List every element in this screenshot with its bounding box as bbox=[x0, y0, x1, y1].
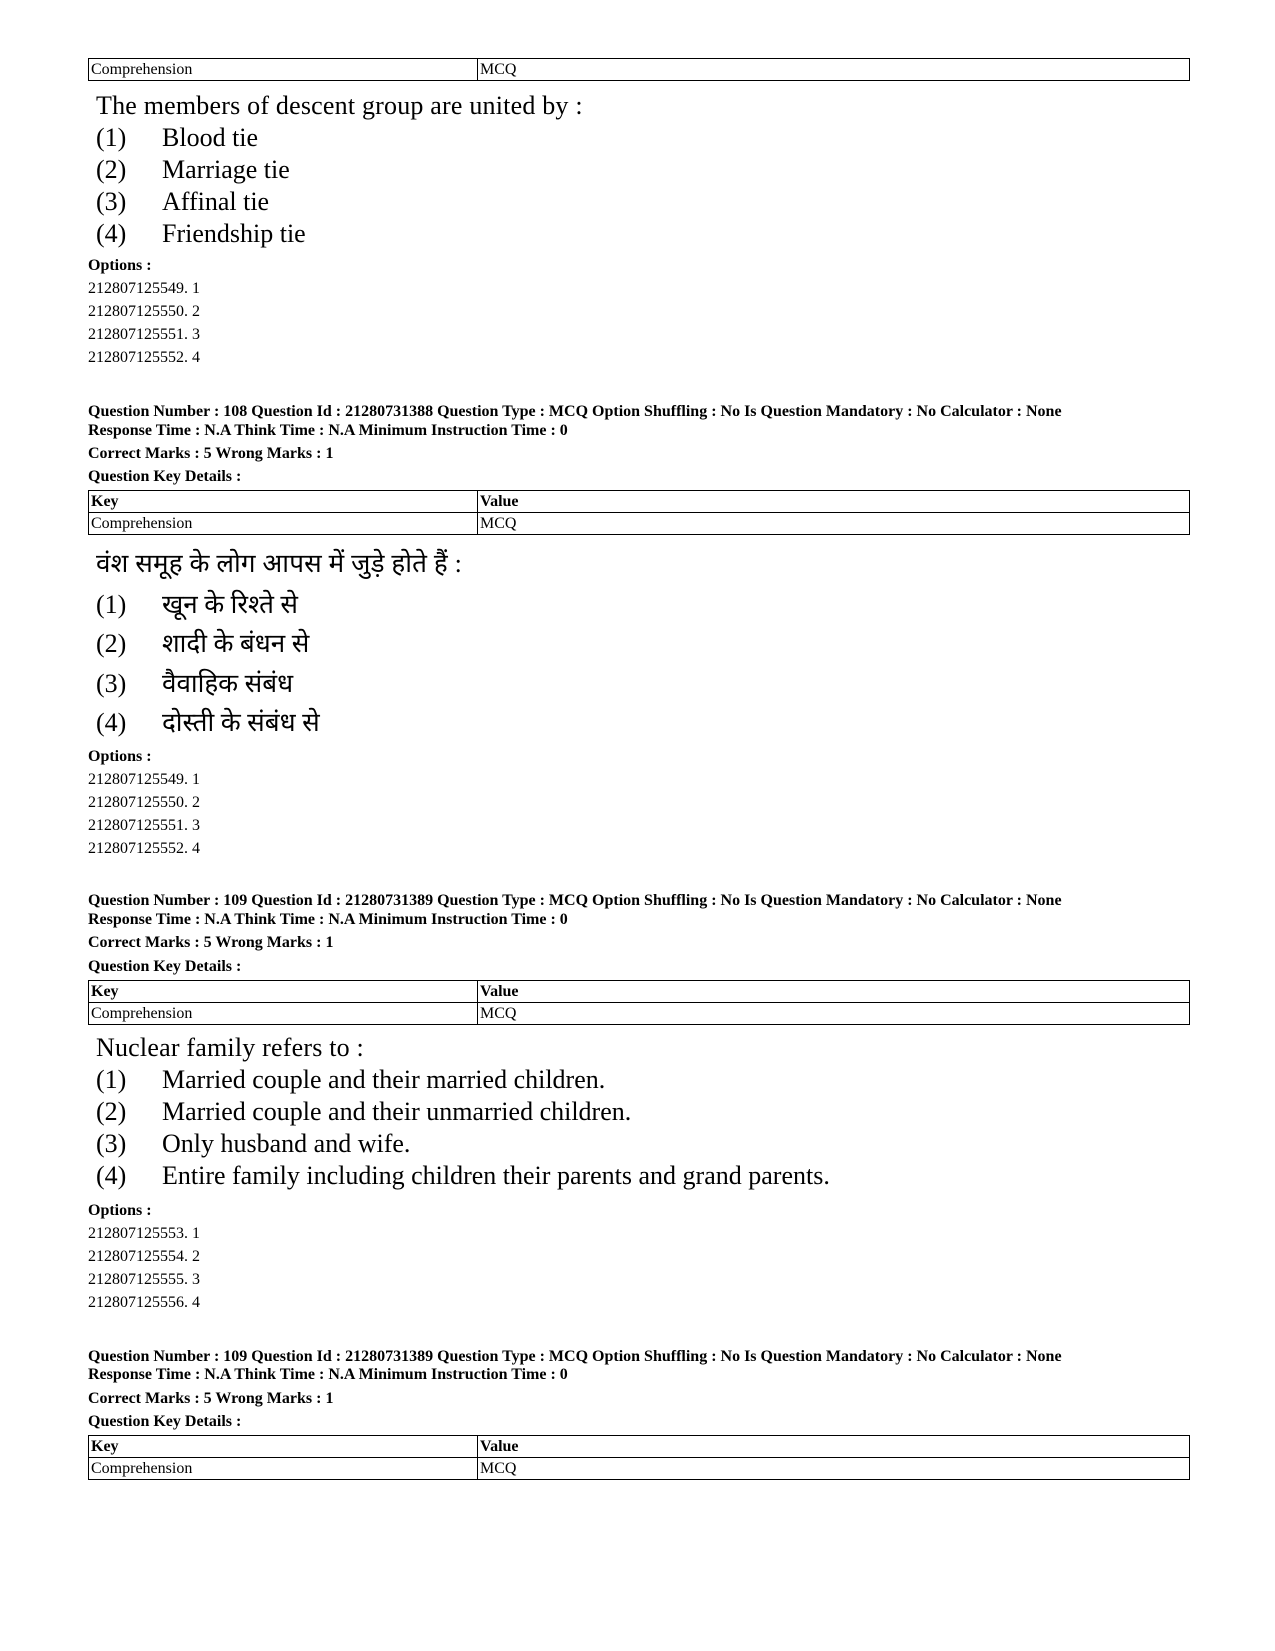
choice-item: (2) शादी के बंधन से bbox=[96, 629, 310, 658]
table-row bbox=[89, 1003, 1190, 1025]
question-text: Nuclear family refers to : bbox=[96, 1033, 364, 1062]
option-id: 212807125555. 3 bbox=[88, 1271, 200, 1288]
question-text: The members of descent group are united by : bbox=[96, 91, 583, 120]
table-cell-key: Comprehension bbox=[89, 513, 478, 535]
key-details-label: Question Key Details : bbox=[88, 958, 242, 975]
table-cell-key: Comprehension bbox=[89, 59, 478, 81]
question-meta: Question Number : 108 Question Id : 21280731388 Question Type : MCQ Option Shuffling : No Is Question Mandatory : No Calculator : None bbox=[88, 403, 1062, 420]
table-cell-value: MCQ bbox=[478, 59, 1190, 81]
question-key-table bbox=[88, 980, 1190, 1025]
option-id: 212807125554. 2 bbox=[88, 1248, 200, 1265]
question-marks: Correct Marks : 5 Wrong Marks : 1 bbox=[88, 934, 334, 951]
options-label: Options : bbox=[88, 1202, 152, 1219]
table-header-row bbox=[89, 491, 1190, 513]
table-cell-value: MCQ bbox=[478, 513, 1190, 535]
table-header-row bbox=[89, 981, 1190, 1003]
table-cell-value: MCQ bbox=[478, 1458, 1190, 1480]
table-cell-key: Comprehension bbox=[89, 1003, 478, 1025]
option-id: 212807125551. 3 bbox=[88, 326, 200, 343]
table-cell-value: MCQ bbox=[478, 1003, 1190, 1025]
question-text: वंश समूह के लोग आपस में जुड़े होते हैं : bbox=[96, 549, 462, 578]
table-header-row bbox=[89, 1436, 1190, 1458]
question-meta: Question Number : 109 Question Id : 21280731389 Question Type : MCQ Option Shuffling : No Is Question Mandatory : No Calculator : None bbox=[88, 892, 1062, 909]
table-header-key: Key bbox=[89, 981, 478, 1003]
key-details-label: Question Key Details : bbox=[88, 1413, 242, 1430]
choice-item: (2) Marriage tie bbox=[96, 155, 290, 184]
options-label: Options : bbox=[88, 257, 152, 274]
choice-item: (1) Married couple and their married children. bbox=[96, 1065, 606, 1094]
choice-item: (3) Affinal tie bbox=[96, 187, 270, 216]
option-id: 212807125550. 2 bbox=[88, 303, 200, 320]
option-id: 212807125552. 4 bbox=[88, 349, 200, 366]
choice-item: (4) Entire family including children their parents and grand parents. bbox=[96, 1161, 830, 1190]
option-id: 212807125550. 2 bbox=[88, 794, 200, 811]
choice-item: (4) दोस्ती के संबंध से bbox=[96, 708, 320, 737]
question-key-table bbox=[88, 58, 1190, 81]
question-marks: Correct Marks : 5 Wrong Marks : 1 bbox=[88, 445, 334, 462]
question-meta-times: Response Time : N.A Think Time : N.A Minimum Instruction Time : 0 bbox=[88, 1366, 568, 1383]
options-label: Options : bbox=[88, 748, 152, 765]
table-row bbox=[89, 513, 1190, 535]
table-header-value: Value bbox=[478, 1436, 1190, 1458]
table-header-value: Value bbox=[478, 491, 1190, 513]
question-key-table bbox=[88, 490, 1190, 535]
option-id: 212807125553. 1 bbox=[88, 1225, 200, 1242]
key-details-label: Question Key Details : bbox=[88, 468, 242, 485]
table-header-value: Value bbox=[478, 981, 1190, 1003]
choice-item: (1) खून के रिश्ते से bbox=[96, 590, 298, 619]
question-meta-times: Response Time : N.A Think Time : N.A Minimum Instruction Time : 0 bbox=[88, 911, 568, 928]
option-id: 212807125549. 1 bbox=[88, 771, 200, 788]
choice-item: (2) Married couple and their unmarried children. bbox=[96, 1097, 632, 1126]
option-id: 212807125549. 1 bbox=[88, 280, 200, 297]
question-marks: Correct Marks : 5 Wrong Marks : 1 bbox=[88, 1390, 334, 1407]
choice-item: (1) Blood tie bbox=[96, 123, 259, 152]
question-meta-times: Response Time : N.A Think Time : N.A Minimum Instruction Time : 0 bbox=[88, 422, 568, 439]
table-row bbox=[89, 59, 1190, 81]
table-header-key: Key bbox=[89, 491, 478, 513]
question-key-table bbox=[88, 1435, 1190, 1480]
table-header-key: Key bbox=[89, 1436, 478, 1458]
option-id: 212807125556. 4 bbox=[88, 1294, 200, 1311]
option-id: 212807125551. 3 bbox=[88, 817, 200, 834]
question-meta: Question Number : 109 Question Id : 21280731389 Question Type : MCQ Option Shuffling : No Is Question Mandatory : No Calculator : None bbox=[88, 1348, 1062, 1365]
choice-item: (3) Only husband and wife. bbox=[96, 1129, 411, 1158]
table-row bbox=[89, 1458, 1190, 1480]
choice-item: (4) Friendship tie bbox=[96, 219, 306, 248]
table-cell-key: Comprehension bbox=[89, 1458, 478, 1480]
choice-item: (3) वैवाहिक संबंध bbox=[96, 669, 294, 698]
option-id: 212807125552. 4 bbox=[88, 840, 200, 857]
